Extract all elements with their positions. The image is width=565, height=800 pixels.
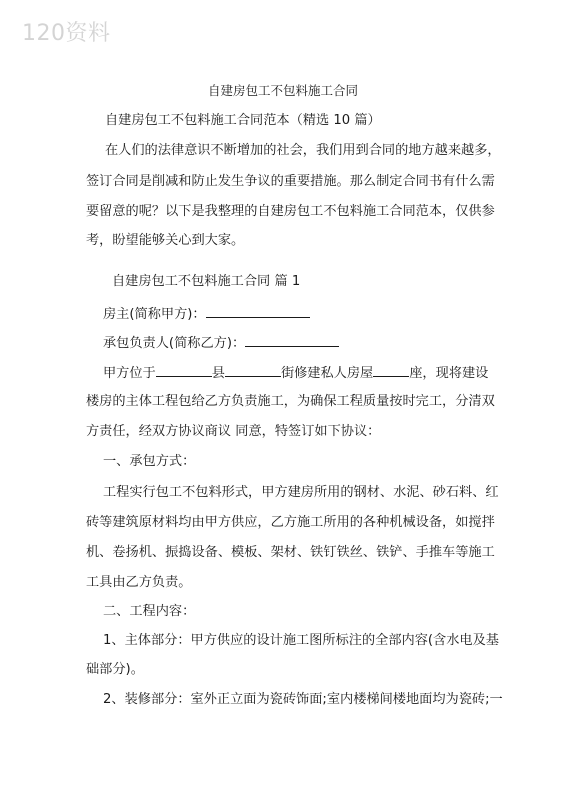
paragraph-line: 方责任，经双方协议商议 同意，特签订如下协议： xyxy=(86,424,381,439)
intro-line: 考，盼望能够关心到大家。 xyxy=(86,233,245,248)
owner-line xyxy=(103,305,310,323)
paragraph-line: 楼房的主体工程包给乙方负责施工，为确保工程质量按时完工，分清双 xyxy=(86,394,495,409)
heading-contract-method: 一、承包方式： xyxy=(103,454,196,469)
contractor-label: 承包负责人(简称乙方)： xyxy=(103,336,246,351)
location-blank xyxy=(225,364,281,377)
intro-line: 要留意的呢？以下是我整理的自建房包工不包料施工合同范本，仅供参 xyxy=(86,204,495,219)
owner-label: 房主(简称甲方)： xyxy=(103,307,206,322)
contractor-line xyxy=(103,334,339,352)
contractor-blank xyxy=(245,334,339,347)
paragraph-line: 1、主体部分：甲方供应的设计施工图所标注的全部内容(含水电及基 xyxy=(103,633,499,648)
intro-line: 签订合同是削减和防止发生争议的重要措施。那么制定合同书有什么需 xyxy=(86,174,495,189)
location-blank xyxy=(156,364,212,377)
location-blank xyxy=(373,364,409,377)
intro-line: 在人们的法律意识不断增加的社会，我们用到合同的地方越来越多， xyxy=(105,143,501,158)
location-text: 县 xyxy=(211,366,225,381)
watermark-logo: 120资料 xyxy=(22,21,111,46)
paragraph-line: 机、卷扬机、振捣设备、模板、架材、铁钉铁丝、铁铲、手推车等施工 xyxy=(86,545,495,560)
paragraph-line: 砖等建筑原材料均由甲方供应，乙方施工所用的各种机械设备，如搅拌 xyxy=(86,515,495,530)
paragraph-line: 工程实行包工不包料形式，甲方建房所用的钢材、水泥、砂石料、红 xyxy=(103,485,499,500)
section-title: 自建房包工不包料施工合同 篇 1 xyxy=(112,274,301,289)
document-subtitle: 自建房包工不包料施工合同范本（精选 10 篇） xyxy=(105,113,381,128)
location-text: 甲方位于 xyxy=(103,366,156,381)
owner-blank xyxy=(206,305,310,318)
document-title: 自建房包工不包料施工合同 xyxy=(208,83,359,98)
paragraph-line: 工具由乙方负责。 xyxy=(86,575,192,590)
location-text: 座，现将建设 xyxy=(409,366,489,381)
location-text: 街修建私人房屋 xyxy=(280,366,374,381)
heading-project-content: 二、工程内容： xyxy=(103,604,196,619)
location-line xyxy=(103,364,488,382)
paragraph-line: 2、装修部分：室外正立面为瓷砖饰面;室内楼梯间楼地面均为瓷砖;一 xyxy=(103,692,503,707)
paragraph-line: 础部分)。 xyxy=(86,662,144,677)
